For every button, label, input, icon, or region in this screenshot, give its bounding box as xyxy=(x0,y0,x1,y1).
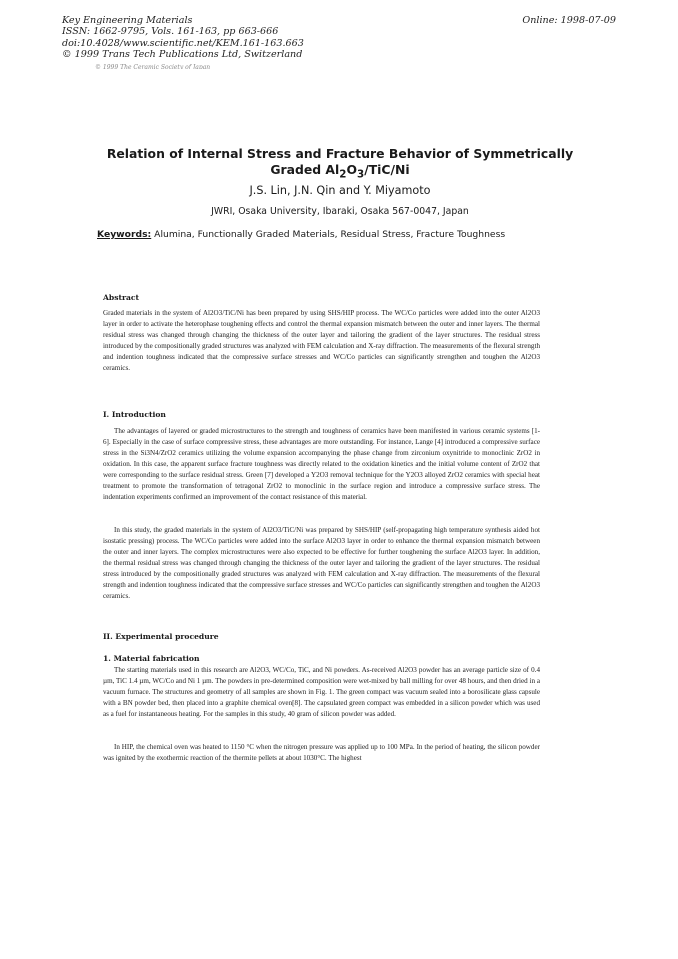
introduction-paragraph-1: The advantages of layered or graded microstructures to the strength and toughness of ceramics have been manifested in various ceramic systems [1-6]. Especially in the case of surface compressive stress, these advantages are more outstanding. For instance, Lange [4] introduced a compressive surface stress in the Si3N4/ZrO2 ceramics utilizing the volume expansion accompanying the phase change from zirconium oxynitride to monoclinic ZrO2 in oxidation. In this case, the apparent surface fracture toughness was directly related to the oxidation kinetics and the initial volume content of ZrO2 that were corresponding to the surface residual stress. Green [7] developed a Y2O3 removal technique for the Y2O3 alloyed ZrO2 ceramics with special heat treatment to promote the transformation of tetragonal ZrO2 to monoclinic in the surface region and introduce a compressive surface stress. The indentation experiments confirmed an improvement of the contact resistance of this material. xyxy=(103,427,540,501)
introduction-heading: I. Introduction xyxy=(103,410,166,419)
material-fabrication-heading: 1. Material fabrication xyxy=(103,654,200,663)
society-copyright: © 1999 The Ceramic Society of Japan xyxy=(95,64,211,69)
introduction-paragraph-2: In this study, the graded materials in the system of Al2O3/TiC/Ni was prepared by SHS/HIP (self-propagating high temperature synthesis aided hot isostatic pressing) process. The WC/Co particles were added into the surface Al2O3 layer in order to enhance the thermal expansion mismatch between the outer and inner layers. The complex microstructures were also expected to be effective for further toughening the surface Al2O3 layer. In addition, the thermal residual stress was changed through changing the thickness of the outer layer and tailoring the gradient of the layer structures. The residual stress introduced by the compositionally graded structures was analyzed with FEM calculation and X-ray diffraction. The measurements of the flexural strength and indention toughness indicated that the compressive surface stresses and WC/Co particles can significantly strengthen and toughen the Al2O3 ceramics. xyxy=(103,526,540,600)
copyright-line: © 1999 Trans Tech Publications Ltd, Switzerland xyxy=(62,48,303,60)
online-date: Online: 1998-07-09 xyxy=(522,15,616,26)
affiliation: JWRI, Osaka University, Ibaraki, Osaka 567-0047, Japan xyxy=(211,206,469,217)
paper-title xyxy=(90,146,590,182)
experimental-paragraph-1: The starting materials used in this research are Al2O3, WC/Co, TiC, and Ni powders. As-received Al2O3 powder has an average particle size of 0.4 µm, TiC 1.4 µm, WC/Co and Ni 1 µm. The powders in pre-determined composition were wet-mixed by ball milling for over 48 hours, and then dried in a vacuum furnace. The structures and geometry of all samples are shown in Fig. 1. The green compact was vacuum sealed into a borosilicate glass capsule with a BN powder bed, then placed into a graphite chemical oven[8]. The capsulated green compact was embedded in a silicon powder which was used as a fuel for instantaneous heating. For the samples in this study, 40 gram of silicon powder was added. xyxy=(103,666,540,718)
keywords-text: Alumina, Functionally Graded Materials, Residual Stress, Fracture Toughness xyxy=(151,229,506,240)
abstract-text: Graded materials in the system of Al2O3/TiC/Ni has been prepared by using SHS/HIP process. The WC/Co particles were added into the outer Al2O3 layer in order to activate the heterophase toughening effects and control the thermal expansion mismatch between the outer and inner layers. The thermal residual stress was changed through changing the thickness of the outer layer and tailoring the gradient of the layer structures. The residual stress introduced by the compositionally graded structures was analyzed with FEM calculation and X-ray diffraction. The measurements of the flexural strength and indention toughness indicated that the compressive surface stresses and WC/Co particles can significantly strengthen and toughen the Al2O3 ceramics. xyxy=(103,309,540,372)
doi-line: doi:10.4028/www.scientific.net/KEM.161-163.663 xyxy=(62,37,304,49)
experimental-paragraph-2: In HIP, the chemical oven was heated to 1150 °C when the nitrogen pressure was applied up to 100 MPa. In the period of heating, the silicon powder was ignited by the exothermic reaction of the thermite pellets at about 1030°C. The highest xyxy=(103,743,540,762)
title-line-1: Relation of Internal Stress and Fracture Behavior of Symmetrically xyxy=(106,146,574,161)
authors: J.S. Lin, J.N. Qin and Y. Miyamoto xyxy=(249,184,431,197)
experimental-heading: II. Experimental procedure xyxy=(103,632,219,641)
keywords xyxy=(97,229,577,240)
title-line-2: Graded $Al_2O_3/TiC/Ni$ xyxy=(270,162,410,181)
issn-line: ISSN: 1662-9795, Vols. 161-163, pp 663-666 xyxy=(62,26,279,38)
keywords-label: Keywords: xyxy=(97,229,152,240)
publication-header xyxy=(62,15,462,60)
abstract-heading: Abstract xyxy=(103,293,140,302)
journal-name: Key Engineering Materials xyxy=(62,15,193,26)
